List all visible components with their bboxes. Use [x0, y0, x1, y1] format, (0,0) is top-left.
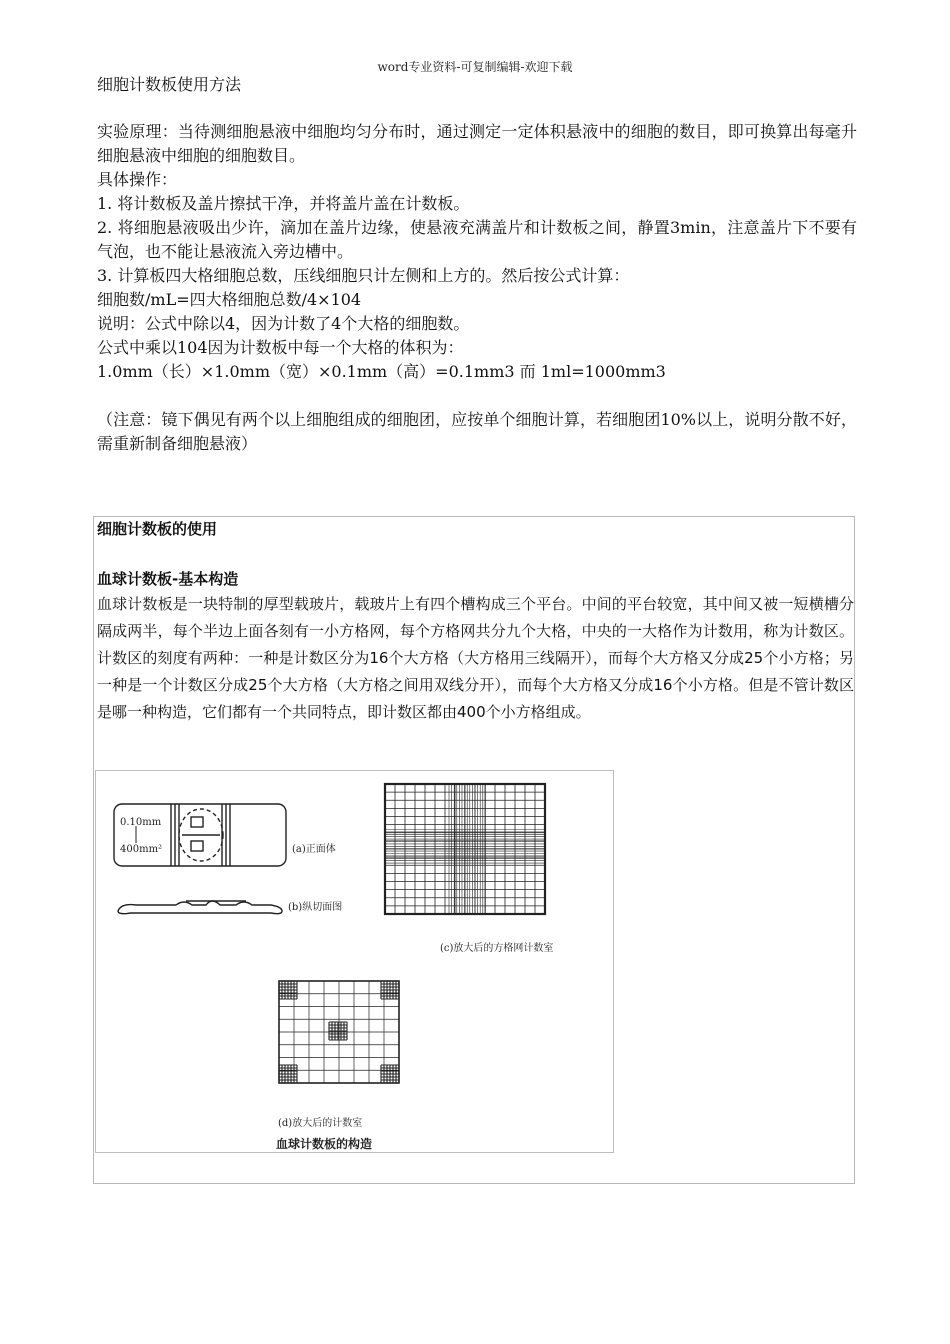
steps-heading: 具体操作： — [97, 170, 178, 189]
counting-chamber — [279, 981, 399, 1083]
header-note: word专业资料-可复制编辑-欢迎下载 — [377, 60, 573, 74]
step-1: 1. 将计数板及盖片擦拭干净，并将盖片盖在计数板。 — [97, 194, 470, 213]
label-counting-chamber: (d)放大后的计数室 — [278, 1118, 363, 1129]
slide-label-top: 0.10mm — [120, 817, 162, 828]
section-heading: 血球计数板-基本构造 — [97, 570, 239, 588]
slide-front-view — [114, 804, 286, 866]
label-grid-chamber: (c)放大后的方格网计数室 — [440, 943, 554, 954]
figure-caption: 血球计数板的构造 — [276, 1137, 373, 1151]
label-cross-section: (b)纵切面图 — [288, 902, 343, 913]
note-paragraph: （注意：镜下偶见有两个以上细胞组成的细胞团，应按单个细胞计算，若细胞团10%以上，说明分散不好，需重新制备细胞悬液） — [97, 410, 857, 453]
volume-line: 1.0mm（长）×1.0mm（宽）×0.1mm（高）=0.1mm3 而 1ml=1000mm3 — [97, 362, 666, 381]
section-text: 血球计数板是一块特制的厚型载玻片，载玻片上有四个槽构成三个平台。中间的平台较宽，其中间又被一短横槽分隔成两半，每个半边上面各刻有一小方格网，每个方格网共分九个大格，中央的一大格作为计数用，称为计数区。计数区的刻度有两种：一种是计数区分为16个大方格（大方格用三线隔开），而每个大方格又分成25个小方格；另一种是一个计数区分成25个大方格（大方格之间用双线分开），而每个大方格又分成16个小方格。但是不管计数区是哪一种构造，它们都有一个共同特点，即计数区都由400个小方格组成。 — [97, 595, 854, 721]
principle-paragraph: 实验原理：当待测细胞悬液中细胞均匀分布时，通过测定一定体积悬液中的细胞的数目，即可换算出每毫升细胞悬液中细胞的细胞数目。 — [97, 122, 857, 165]
figure-drawing — [96, 771, 613, 1152]
structure-figure — [95, 770, 614, 1153]
paragraph-gap — [97, 384, 857, 408]
document-title: 细胞计数板使用方法 — [97, 75, 242, 94]
explain-line-1: 说明：公式中除以4，因为计数了4个大格的细胞数。 — [97, 314, 470, 333]
box-title: 细胞计数板的使用 — [97, 520, 218, 538]
body-text — [97, 120, 857, 456]
step-3: 3. 计算板四大格细胞总数，压线细胞只计左侧和上方的。然后按公式计算： — [97, 266, 630, 285]
step-2: 2. 将细胞悬液吸出少许，滴加在盖片边缘，使悬液充满盖片和计数板之间，静置3min，注意盖片下不要有气泡，也不能让悬液流入旁边槽中。 — [97, 218, 857, 261]
slide-cross-section — [118, 901, 282, 914]
explain-line-2: 公式中乘以104因为计数板中每一个大格的体积为： — [97, 338, 464, 357]
formula-line: 细胞数/mL=四大格细胞总数/4×104 — [97, 290, 362, 309]
grid-counting-chamber — [385, 784, 545, 914]
label-front-view: (a)正面体 — [292, 844, 336, 855]
slide-label-bottom: 400mm² — [120, 844, 163, 855]
